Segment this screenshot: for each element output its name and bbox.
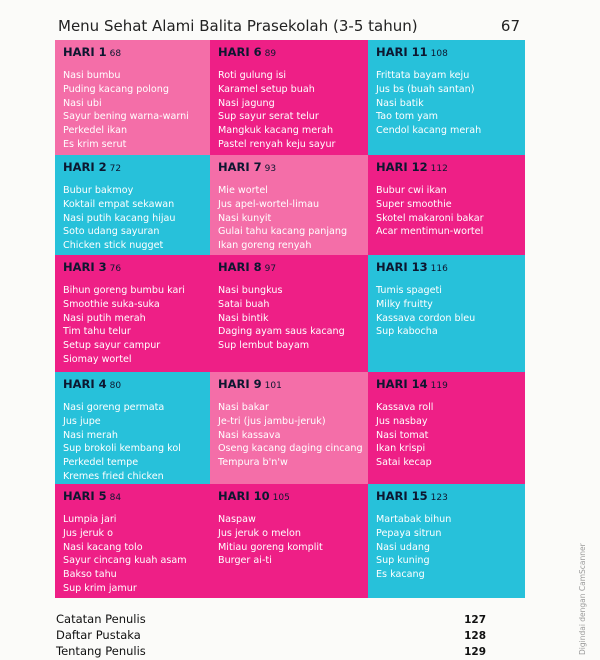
menu-item: Bubur cwi ikan	[376, 185, 447, 196]
menu-item: Martabak bihun	[376, 514, 452, 525]
menu-item: Mangkuk kacang merah	[218, 125, 334, 137]
menu-item: Ikan krispi	[376, 443, 426, 455]
day-page-number: 101	[264, 381, 282, 391]
menu-item-list	[376, 184, 519, 239]
day-page-number: 89	[264, 49, 277, 59]
menu-item: Es krim serut	[63, 138, 127, 150]
toc-label: Tentang Penulis	[56, 644, 146, 658]
day-label: HARI 2	[63, 160, 107, 174]
day-label: HARI 5	[63, 489, 107, 503]
menu-item: Sayur cincang kuah asam	[63, 555, 187, 567]
day-label: HARI 3	[63, 260, 107, 274]
day-label: HARI 13	[376, 260, 428, 274]
page-title: Menu Sehat Alami Balita Prasekolah (3-5 tahun)	[58, 17, 418, 35]
day-heading[interactable]	[218, 260, 362, 274]
menu-item: Bakso tahu	[63, 569, 117, 581]
menu-item: Perkedel tempe	[63, 457, 139, 469]
menu-item: Kassava cordon bleu	[376, 312, 476, 324]
menu-item: Jus nasbay	[376, 415, 428, 427]
menu-item-list	[218, 513, 362, 568]
menu-item: Sup brokoli kembang kol	[63, 443, 181, 455]
menu-item: Roti gulung isi	[218, 70, 287, 81]
menu-item-list	[376, 401, 519, 470]
toc-footer	[56, 612, 486, 660]
menu-item-list	[63, 184, 204, 253]
day-cell	[210, 484, 368, 598]
menu-item: Sup kuning	[376, 555, 430, 567]
menu-item: Nasi tomat	[376, 429, 429, 441]
menu-item: Nasi putih merah	[63, 312, 146, 324]
toc-row-catatan[interactable]	[56, 612, 486, 628]
menu-item: Acar mentimun-wortel	[376, 226, 484, 238]
menu-item: Nasi bungkus	[218, 285, 283, 296]
menu-item: Nasi bumbu	[63, 70, 121, 81]
menu-item-list	[376, 513, 519, 582]
menu-item: Tumis spageti	[376, 285, 442, 296]
day-heading[interactable]	[376, 45, 519, 59]
day-cell	[368, 40, 525, 155]
menu-item: Nasi bakar	[218, 402, 269, 413]
menu-item: Super smoothie	[376, 198, 452, 210]
menu-item: Karamel setup buah	[218, 83, 315, 95]
menu-item: Satai kecap	[376, 457, 432, 469]
menu-item: Nasi merah	[63, 429, 118, 441]
day-heading[interactable]	[376, 160, 519, 174]
menu-item: Satai buah	[218, 298, 270, 310]
day-label: HARI 7	[218, 160, 262, 174]
day-cell	[368, 484, 525, 598]
menu-item-list	[376, 69, 519, 138]
menu-item: Nasi putih kacang hijau	[63, 212, 176, 224]
menu-item-list	[63, 401, 204, 484]
day-cell	[210, 372, 368, 484]
day-heading[interactable]	[218, 160, 362, 174]
day-page-number: 72	[109, 164, 122, 174]
menu-item: Jus jeruk o melon	[218, 527, 301, 539]
menu-item: Nasi bintik	[218, 312, 269, 324]
day-page-number: 68	[109, 49, 122, 59]
menu-item: Milky fruitty	[376, 298, 433, 310]
day-page-number: 108	[430, 49, 448, 59]
day-heading[interactable]	[63, 377, 204, 391]
menu-item-list	[218, 69, 362, 152]
toc-page: 128	[464, 630, 486, 642]
menu-item: Setup sayur campur	[63, 340, 161, 352]
menu-item: Frittata bayam keju	[376, 70, 470, 81]
menu-item: Bihun goreng bumbu kari	[63, 285, 185, 296]
day-label: HARI 15	[376, 489, 428, 503]
day-heading[interactable]	[218, 377, 362, 391]
day-page-number: 93	[264, 164, 277, 174]
day-label: HARI 6	[218, 45, 262, 59]
day-page-number: 112	[430, 164, 448, 174]
menu-item: Ikan goreng renyah	[218, 240, 312, 252]
menu-item: Kassava roll	[376, 402, 434, 413]
day-cell	[55, 255, 210, 372]
menu-item-list	[218, 284, 362, 353]
day-heading[interactable]	[376, 377, 519, 391]
menu-item: Koktail empat sekawan	[63, 198, 175, 210]
menu-item-list	[63, 513, 204, 596]
day-label: HARI 1	[63, 45, 107, 59]
day-cell	[210, 40, 368, 155]
menu-item: Nasi goreng permata	[63, 402, 165, 413]
day-page-number: 123	[430, 493, 448, 503]
day-cell	[368, 372, 525, 484]
menu-item-list	[63, 69, 204, 152]
toc-label: Catatan Penulis	[56, 612, 146, 626]
menu-item: Sayur bening warna-warni	[63, 111, 189, 123]
day-heading[interactable]	[218, 489, 362, 503]
day-label: HARI 14	[376, 377, 428, 391]
menu-item-list	[63, 284, 204, 367]
day-cell	[210, 155, 368, 255]
menu-item-list	[218, 184, 362, 253]
day-page-number: 105	[272, 493, 290, 503]
day-label: HARI 8	[218, 260, 262, 274]
menu-item: Kremes fried chicken	[63, 470, 164, 482]
menu-item: Skotel makaroni bakar	[376, 212, 484, 224]
toc-label: Daftar Pustaka	[56, 628, 141, 642]
menu-item: Naspaw	[218, 514, 256, 525]
menu-item: Soto udang sayuran	[63, 226, 160, 238]
menu-item: Nasi kacang tolo	[63, 541, 143, 553]
day-page-number: 97	[264, 264, 277, 274]
menu-item: Tempura b'n'w	[218, 457, 288, 469]
menu-item: Nasi udang	[376, 541, 430, 553]
menu-item: Oseng kacang daging cincang	[218, 443, 363, 455]
day-label: HARI 11	[376, 45, 428, 59]
day-heading[interactable]	[63, 489, 204, 503]
day-label: HARI 10	[218, 489, 270, 503]
menu-item: Nasi ubi	[63, 97, 102, 109]
day-page-number: 80	[109, 381, 122, 391]
day-label: HARI 12	[376, 160, 428, 174]
menu-item: Nasi kunyit	[218, 212, 272, 224]
day-heading[interactable]	[63, 260, 204, 274]
day-heading[interactable]	[218, 45, 362, 59]
menu-item: Nasi batik	[376, 97, 424, 109]
day-cell	[55, 155, 210, 255]
day-page-number: 76	[109, 264, 122, 274]
menu-grid	[55, 40, 525, 598]
day-page-number: 84	[109, 493, 122, 503]
day-heading[interactable]	[376, 489, 519, 503]
day-cell	[368, 155, 525, 255]
menu-item: Mitiau goreng komplit	[218, 541, 323, 553]
day-cell	[55, 484, 210, 598]
menu-item: Jus jeruk o	[63, 527, 114, 539]
menu-item: Pepaya sitrun	[376, 527, 442, 539]
menu-item: Sup sayur serat telur	[218, 111, 319, 123]
day-label: HARI 4	[63, 377, 107, 391]
menu-item: Perkedel ikan	[63, 125, 128, 137]
day-cell	[55, 40, 210, 155]
menu-item: Jus bs (buah santan)	[376, 83, 475, 95]
menu-item: Tim tahu telur	[63, 326, 131, 338]
menu-item: Je-tri (jus jambu-jeruk)	[218, 415, 326, 427]
menu-item: Jus apel-wortel-limau	[218, 198, 320, 210]
day-cell	[368, 255, 525, 372]
menu-item: Nasi kassava	[218, 429, 281, 441]
toc-row-tentang[interactable]	[56, 644, 486, 660]
menu-item-list	[218, 401, 362, 470]
menu-item: Burger ai-ti	[218, 555, 272, 567]
day-page-number: 119	[430, 381, 448, 391]
menu-item: Nasi jagung	[218, 97, 275, 109]
menu-item: Chicken stick nugget	[63, 240, 164, 252]
menu-item: Smoothie suka-suka	[63, 298, 160, 310]
page-header	[58, 14, 520, 38]
menu-item: Gulai tahu kacang panjang	[218, 226, 348, 238]
day-heading[interactable]	[376, 260, 519, 274]
menu-item: Pastel renyah keju sayur	[218, 138, 336, 150]
menu-item: Siomay wortel	[63, 353, 132, 365]
menu-item: Cendol kacang merah	[376, 125, 482, 137]
menu-item: Jus jupe	[63, 415, 101, 427]
day-label: HARI 9	[218, 377, 262, 391]
day-heading[interactable]	[63, 45, 204, 59]
menu-item: Sup kabocha	[376, 326, 438, 338]
toc-row-daftar[interactable]	[56, 628, 486, 644]
toc-page: 127	[464, 614, 486, 626]
day-heading[interactable]	[63, 160, 204, 174]
menu-item: Daging ayam saus kacang	[218, 326, 345, 338]
day-cell	[210, 255, 368, 372]
day-cell	[55, 372, 210, 484]
toc-page: 129	[464, 646, 486, 658]
menu-item: Bubur bakmoy	[63, 185, 134, 196]
page-number: 67	[500, 17, 520, 35]
menu-item: Puding kacang polong	[63, 83, 169, 95]
scanner-watermark: Digindai dengan CamScanner	[578, 543, 587, 655]
menu-item-list	[376, 284, 519, 339]
menu-item: Mie wortel	[218, 185, 268, 196]
menu-item: Sup lembut bayam	[218, 340, 310, 352]
menu-item: Tao tom yam	[376, 111, 438, 123]
menu-item: Sup krim jamur	[63, 582, 137, 594]
day-page-number: 116	[430, 264, 448, 274]
menu-item: Lumpia jari	[63, 514, 117, 525]
menu-item: Es kacang	[376, 569, 425, 581]
